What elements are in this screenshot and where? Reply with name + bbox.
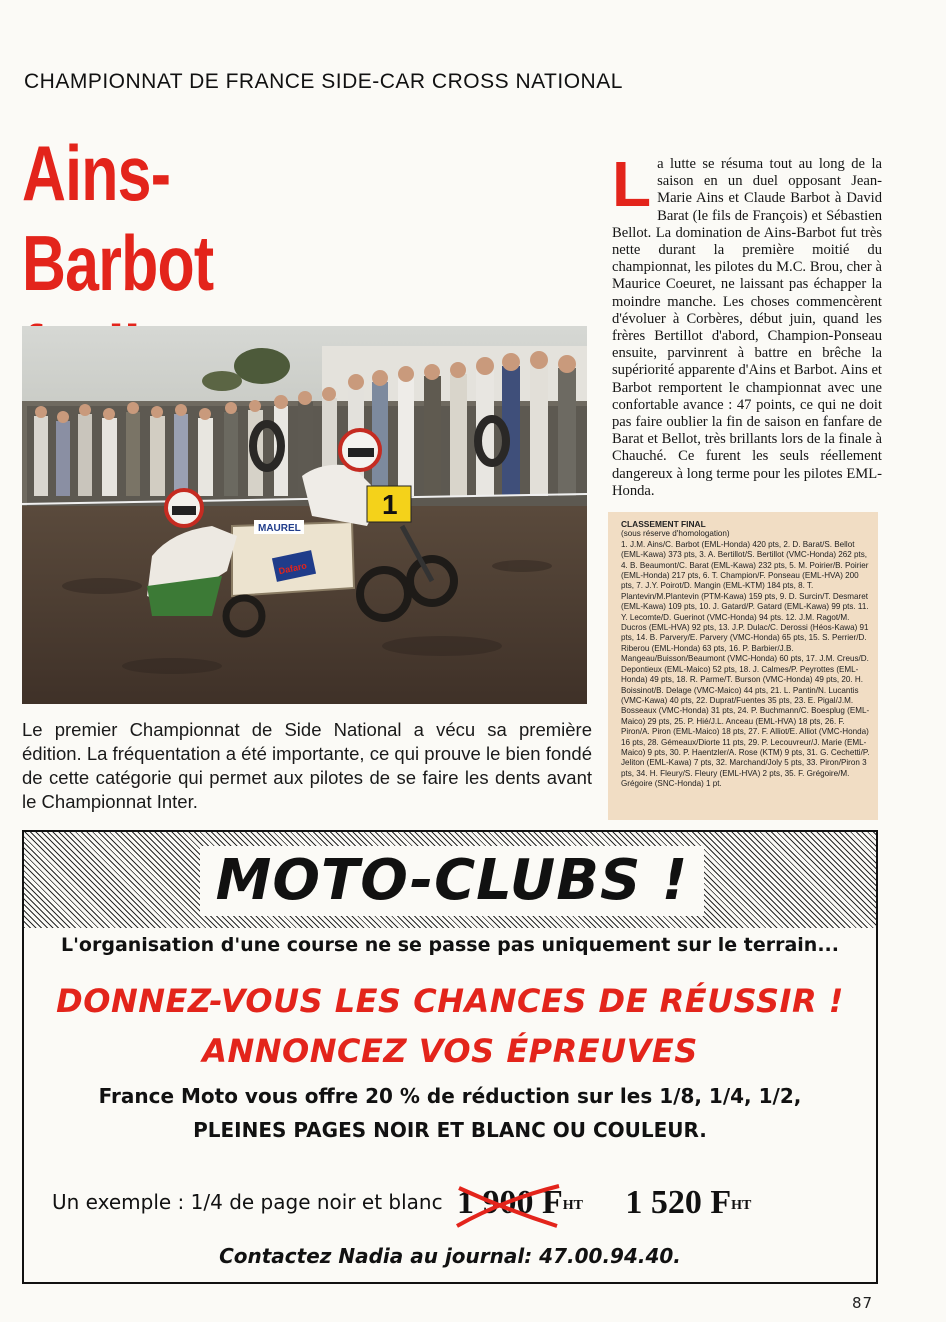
photo-caption: Le premier Championnat de Side National a vécu sa première édition. La fréquentation a été importante, ce qui prouve le bien fondé de cette catégorie qui permet aux pilotes de se faire les dents avant le Championnat Inter.	[22, 719, 592, 812]
results-title: CLASSEMENT FINAL	[621, 519, 706, 529]
headline-line-1: Ains-Barbot	[22, 129, 214, 307]
ad-offer-line-1: France Moto vous offre 20 % de réduction sur les 1/8, 1/4, 1/2,	[98, 1084, 802, 1108]
ad-contact-line: Contactez Nadia au journal: 47.00.94.40.	[219, 1244, 681, 1268]
ad-intro-line: L'organisation d'une course ne se passe pas uniquement sur le terrain...	[61, 934, 839, 956]
ad-old-price	[456, 1184, 589, 1221]
article-body-text: a lutte se résuma tout au long de la saison en un duel opposant Jean-Marie Ains et Claude Barbot à David Barat (le fils de François) et Sébastien Bellot. La domination de Ains-Barbot fut très nette durant la première moitié du championnat, les pilotes du M.C. Brou, cher à Maurice Coeuret, ne laissant pas échapper la moindre manche. Les choses commencèrent d'évoluer à Corbères, début juin, quand les frères Bertillot d'abord, Champion-Ponseau ensuite, parvinrent à battre en brêche la supériorité apparente d'Ains et Barbot. Ains et Barbot remportent le championnat avec une confortable avance : 47 points, ce qui ne doit pas faire oublier la fin de saison en fanfare de Barat et Bellot, très brillants lors de la finale à Chauché. Ce furent les seuls réellement dangereux à long terme pour les pilotes EML-Honda.	[612, 156, 882, 499]
new-price-value: 1 520 F	[625, 1184, 732, 1221]
results-subtitle: (sous réserve d'homologation)	[621, 529, 730, 539]
ad-title: MOTO-CLUBS !	[215, 848, 689, 913]
article-kicker: CHAMPIONNAT DE FRANCE SIDE-CAR CROSS NATIONAL	[24, 70, 623, 93]
results-box	[608, 512, 878, 820]
new-price-tax: HT	[731, 1198, 752, 1213]
ad-headline-red-1: DONNEZ-VOUS LES CHANCES DE RÉUSSIR !	[56, 982, 844, 1020]
results-text: 1. J.M. Ains/C. Barbot (EML-Honda) 420 pts, 2. D. Barat/S. Bellot (EML-Kawa) 373 pts, 3. A. Bertillot/S. Bertillot (VMC-Honda) 262 pts, 4. B. Beaumont/C. Barat (EML-Kawa) 232 pts, 5. M. Poirier/B. Poirier (EML-Honda) 217 pts, 6. T. Champion/F. Ponseau (EML-HVA) 200 pts, 7. J.Y. Poirot/D. Mangin (EML-KTM) 184 pts, 8. T. Plantevin/M.Plantevin (PTM-Kawa) 159 pts, 9. D. Surcin/T. Desmaret (EML-Kawa) 109 pts, 10. J. Gatard/P. Gatard (EML-Kawa) 99 pts. 11. Y. Lecomte/D. Guerinot (VMC-Honda) 94 pts. 12. J.M. Ragot/M. Ducros (EML-HVA) 92 pts, 13. J.P. Dulac/C. Derossi (Héos-Kawa) 91 pts, 14. B. Parvery/E. Parvery (VMC-Honda) 65 pts, 15. S. Perrier/D. Riberou (EML-Honda) 63 pts, 16. P. Barbier/J.B. Mangeau/Buisson/Beaumont (VMC-Honda) 60 pts, 17. J.M. Creus/D. Depontieux (EML-Maico) 52 pts, 18. J. Calmes/P. Peyrottes (EML-Honda) 49 pts, 18. R. Parme/T. Burson (VMC-Honda) 49 pts, 20. H. Boissinot/B. Delage (VMC-Maico) 44 pts, 21. L. Pantin/N. Lucantis (VMC-Kawa) 40 pts, 22. Duprat/Fuentes 35 pts, 23. E. Pigal/J.M. Bosseaux (VMC-Honda) 31 pts, 24. P. Buchmann/C. Boesplug (EML-Maico) 29 pts, 25. P. Hié/J.L. Anceau (EML-HVA) 18 pts, 26. F. Piron/A. Piron (EML-Maico) 18 pts, 27. F. Alliot/E. Alliot (VMC-Honda) 16 pts, 28. Gémeaux/Diorte 11 pts, 29. P. Lecouvreur/J. Marie (EML-Maico) 9 pts, 30. P. Haentzler/A. Rose (KTM) 9 pts, 31. G. Cechetti/P. Jeliton (EML-Kawa) 7 pts, 32. Marchand/Joly 5 pts, 33. Piron/Piron 3 pts, 34. H. Fleury/S. Fleury (EML-HVA) 2 pts, 35. F. Grégoire/M. Grégoire (SNC-Honda) 1 pt.	[621, 539, 870, 789]
ad-offer-line-2: PLEINES PAGES NOIR ET BLANC OU COULEUR.	[193, 1118, 707, 1142]
page-number: 87	[852, 1294, 874, 1312]
moto-clubs-advertisement	[22, 830, 878, 1284]
article-body	[612, 148, 882, 500]
old-price-tax: HT	[562, 1198, 583, 1213]
sponsor-dafaro-text: Dafaro	[277, 560, 308, 577]
old-price-value: 1 900 F	[456, 1184, 563, 1221]
ad-price-example	[52, 1184, 872, 1222]
sponsor-maurel-text: MAUREL	[258, 523, 301, 534]
sidecar-race-photo	[22, 326, 587, 704]
drop-cap: L	[612, 148, 652, 220]
ad-example-label: Un exemple : 1/4 de page noir et blanc	[52, 1190, 443, 1214]
race-number-text: 1	[382, 489, 398, 520]
ad-new-price	[625, 1184, 752, 1221]
ad-headline-red-2: ANNONCEZ VOS ÉPREUVES	[202, 1032, 698, 1070]
